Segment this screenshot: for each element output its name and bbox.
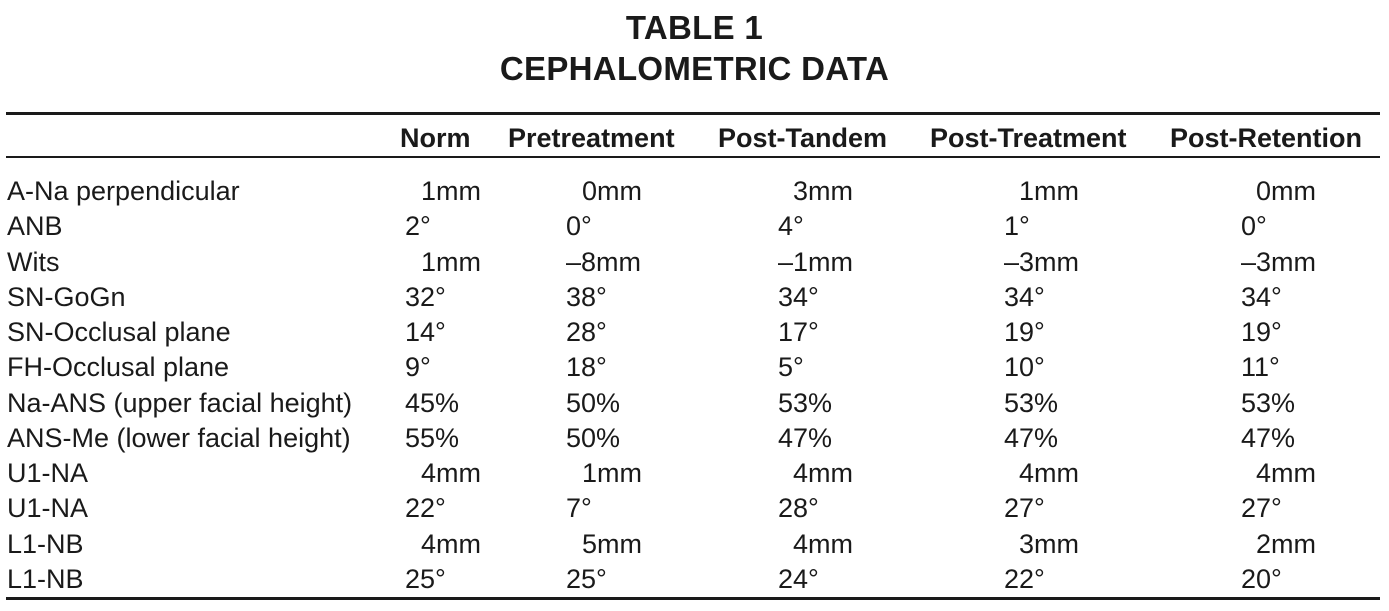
cell-post-tandem: 4° <box>778 211 804 242</box>
row-label: Na-ANS (upper facial height) <box>7 387 353 418</box>
table-row <box>0 280 1389 315</box>
bottom-rule <box>6 597 1380 600</box>
table-title-line1: TABLE 1 <box>625 9 764 46</box>
cell-pretreatment: 50% <box>566 387 621 418</box>
cell-norm: 4mm <box>421 458 481 488</box>
cell-post-retention: 19° <box>1241 317 1282 347</box>
column-header-norm: Norm <box>400 123 471 153</box>
table-row <box>0 456 1389 491</box>
cell-post-tandem: 17° <box>778 317 819 347</box>
row-label: ANS-Me (lower facial height) <box>7 422 351 453</box>
cell-post-treatment: 4mm <box>1019 458 1079 488</box>
row-label: L1-NB <box>7 528 84 559</box>
row-label: ANB <box>7 211 63 242</box>
table-row <box>0 527 1389 562</box>
row-label: A-Na perpendicular <box>7 176 240 206</box>
cell-norm: 4mm <box>421 528 481 559</box>
row-label: SN-GoGn <box>7 281 126 312</box>
cell-post-retention: 0mm <box>1256 176 1316 206</box>
cell-post-treatment: 27° <box>1004 493 1045 524</box>
cell-post-retention: 53% <box>1241 387 1296 418</box>
cell-post-tandem: 4mm <box>793 528 853 559</box>
cell-norm: 1mm <box>421 176 481 206</box>
cell-pretreatment: 50% <box>566 422 621 453</box>
table-row <box>0 174 1389 209</box>
cell-post-tandem: 53% <box>778 387 833 418</box>
cell-norm: 55% <box>405 422 460 453</box>
table-row <box>0 421 1389 456</box>
row-label: U1-NA <box>7 458 89 488</box>
cell-norm: 32° <box>405 281 446 312</box>
cell-pretreatment: 5mm <box>582 528 642 559</box>
column-header-post-tandem: Post-Tandem <box>718 123 888 153</box>
cell-pretreatment: –8mm <box>566 246 642 277</box>
cell-pretreatment: 25° <box>566 563 607 594</box>
cell-pretreatment: 0° <box>566 211 592 242</box>
row-label: U1-NA <box>7 493 89 524</box>
cell-pretreatment: 38° <box>566 281 607 312</box>
cell-post-treatment: 22° <box>1004 563 1045 594</box>
cell-post-retention: 11° <box>1241 352 1280 383</box>
cell-post-treatment: 19° <box>1004 317 1045 347</box>
cell-pretreatment: 18° <box>566 352 607 383</box>
header-rule <box>6 156 1380 158</box>
row-label: FH-Occlusal plane <box>7 352 230 383</box>
cell-pretreatment: 1mm <box>582 458 642 488</box>
column-header-post-treatment: Post-Treatment <box>930 123 1127 153</box>
cell-post-treatment: 34° <box>1004 281 1045 312</box>
row-label: SN-Occlusal plane <box>7 317 231 347</box>
table-row <box>0 386 1389 421</box>
cell-norm: 14° <box>405 317 446 347</box>
cell-post-treatment: 53% <box>1004 387 1059 418</box>
cell-post-treatment: 1mm <box>1019 176 1079 206</box>
cell-pretreatment: 0mm <box>582 176 642 206</box>
cell-norm: 2° <box>405 211 431 242</box>
cell-pretreatment: 7° <box>566 493 592 524</box>
column-header-pretreatment: Pretreatment <box>508 123 675 153</box>
cell-post-treatment: –3mm <box>1004 246 1080 277</box>
cell-norm: 22° <box>405 493 446 524</box>
cell-norm: 1mm <box>421 246 481 277</box>
cell-post-tandem: 5° <box>778 352 804 383</box>
cell-post-tandem: 28° <box>778 493 819 524</box>
cell-post-retention: 0° <box>1241 211 1267 242</box>
cell-post-tandem: 24° <box>778 563 819 594</box>
cell-pretreatment: 28° <box>566 317 607 347</box>
cell-post-treatment: 1° <box>1004 211 1030 242</box>
cell-post-retention: 34° <box>1241 281 1282 312</box>
cell-post-retention: 27° <box>1241 493 1282 524</box>
cell-norm: 25° <box>405 563 446 594</box>
table-row <box>0 491 1389 526</box>
cell-post-retention: 4mm <box>1256 458 1316 488</box>
cell-post-retention: 47% <box>1241 422 1296 453</box>
cell-post-tandem: 34° <box>778 281 819 312</box>
table-row <box>0 209 1389 244</box>
table-row <box>0 315 1389 350</box>
cell-post-treatment: 47% <box>1004 422 1059 453</box>
row-label: L1-NB <box>7 563 84 594</box>
cell-post-treatment: 10° <box>1004 352 1045 383</box>
cell-post-tandem: 4mm <box>793 458 853 488</box>
cell-post-treatment: 3mm <box>1019 528 1079 559</box>
table-title-line2: CEPHALOMETRIC DATA <box>499 50 890 87</box>
cell-post-tandem: 47% <box>778 422 833 453</box>
cell-post-tandem: 3mm <box>793 176 853 206</box>
cell-post-tandem: –1mm <box>778 246 854 277</box>
top-rule <box>6 112 1380 115</box>
table-row <box>0 562 1389 597</box>
cell-post-retention: –3mm <box>1241 246 1317 277</box>
row-label: Wits <box>7 246 60 277</box>
table-row <box>0 245 1389 280</box>
cell-post-retention: 2mm <box>1256 528 1316 559</box>
cell-norm: 9° <box>405 352 431 383</box>
cell-norm: 45% <box>405 387 460 418</box>
cell-post-retention: 20° <box>1241 563 1282 594</box>
column-header-post-retention: Post-Retention <box>1170 123 1362 153</box>
table-row <box>0 350 1389 385</box>
